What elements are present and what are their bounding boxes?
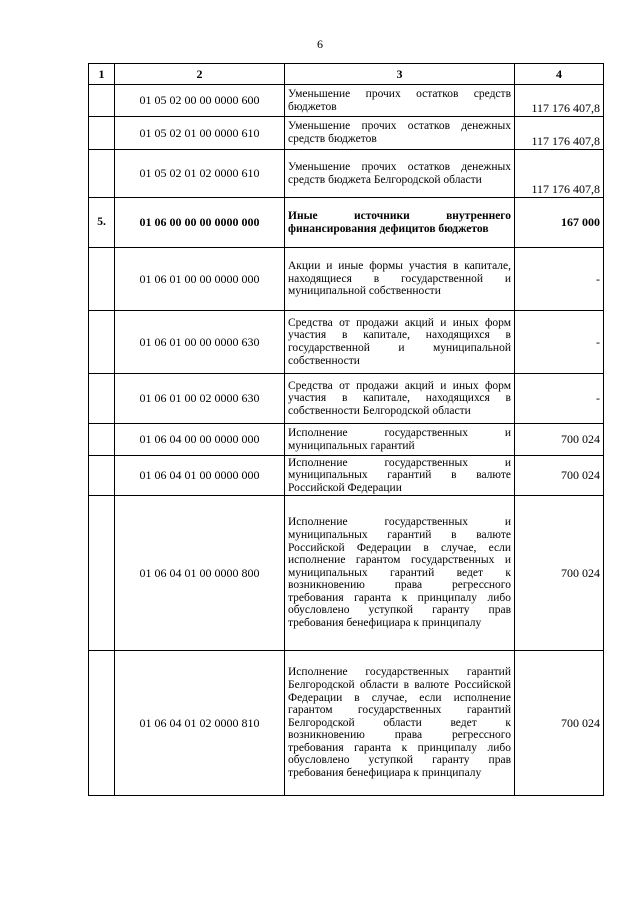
table-header-row (89, 64, 604, 85)
amount: 167 000 (515, 198, 604, 248)
row-number (89, 248, 115, 311)
table-row (89, 424, 604, 456)
amount: 117 176 407,8 (515, 117, 604, 150)
source-name: Иные источники внутреннего финансирования дефицитов бюджетов (285, 198, 515, 248)
budget-code: 01 06 01 00 00 0000 630 (115, 311, 285, 374)
budget-code: 01 06 01 00 00 0000 000 (115, 248, 285, 311)
row-number (89, 85, 115, 117)
table-body (89, 85, 604, 796)
amount: 700 024 (515, 651, 604, 796)
source-name: Исполнение государственных и муниципальных гарантий в валюте Российской Федерации (285, 456, 515, 496)
budget-code: 01 06 04 00 00 0000 000 (115, 424, 285, 456)
amount: - (515, 374, 604, 424)
source-name: Исполнение государственных и муниципальных гарантий в валюте Российской Федерации в случае, если исполнение гарантом государственных и муниципальных гарантий ведет к возникновению права регрессного требования гаранта к принципалу либо обусловлено уступкой гаранту прав требования бенефициара к принципалу (285, 496, 515, 651)
row-number (89, 424, 115, 456)
source-name: Акции и иные формы участия в капитале, находящиеся в государственной и муниципальной собственности (285, 248, 515, 311)
table-row (89, 150, 604, 198)
amount: 117 176 407,8 (515, 85, 604, 117)
amount: - (515, 311, 604, 374)
budget-code: 01 05 02 01 02 0000 610 (115, 150, 285, 198)
amount: - (515, 248, 604, 311)
source-name: Уменьшение прочих остатков денежных средств бюджетов (285, 117, 515, 150)
source-name: Средства от продажи акций и иных форм участия в капитале, находящихся в государственной и муниципальной собственности (285, 311, 515, 374)
budget-sources-table (88, 63, 604, 796)
source-name: Исполнение государственных и муниципальных гарантий (285, 424, 515, 456)
row-number (89, 117, 115, 150)
row-number (89, 456, 115, 496)
row-number: 5. (89, 198, 115, 248)
source-name: Средства от продажи акций и иных форм участия в капитале, находящихся в собственности Белгородской области (285, 374, 515, 424)
source-name: Уменьшение прочих остатков средств бюджетов (285, 85, 515, 117)
amount: 700 024 (515, 496, 604, 651)
table-row (89, 456, 604, 496)
table-row (89, 496, 604, 651)
table-row (89, 117, 604, 150)
budget-code: 01 06 01 00 02 0000 630 (115, 374, 285, 424)
table-row (89, 85, 604, 117)
budget-code: 01 06 00 00 00 0000 000 (115, 198, 285, 248)
row-number (89, 496, 115, 651)
table-row (89, 248, 604, 311)
budget-code: 01 05 02 01 00 0000 610 (115, 117, 285, 150)
row-number (89, 374, 115, 424)
budget-code: 01 06 04 01 02 0000 810 (115, 651, 285, 796)
amount: 700 024 (515, 456, 604, 496)
table-row (89, 651, 604, 796)
page-number: 6 (317, 37, 323, 51)
amount: 700 024 (515, 424, 604, 456)
row-number (89, 311, 115, 374)
column-header-3: 3 (285, 64, 515, 85)
budget-code: 01 05 02 00 00 0000 600 (115, 85, 285, 117)
table-row (89, 374, 604, 424)
source-name: Уменьшение прочих остатков денежных средств бюджета Белгородской области (285, 150, 515, 198)
budget-code: 01 06 04 01 00 0000 800 (115, 496, 285, 651)
table-row (89, 198, 604, 248)
source-name: Исполнение государственных гарантий Белгородской области в валюте Российской Федерации в случае, если исполнение гарантом государственных гарантий Белгородской области ведет к возникновению права регрессного требования гаранта к принципалу либо обусловлено уступкой гаранту прав требования бенефициара к принципалу (285, 651, 515, 796)
amount: 117 176 407,8 (515, 150, 604, 198)
column-header-1: 1 (89, 64, 115, 85)
row-number (89, 150, 115, 198)
column-header-4: 4 (515, 64, 604, 85)
column-header-2: 2 (115, 64, 285, 85)
table-row (89, 311, 604, 374)
budget-code: 01 06 04 01 00 0000 000 (115, 456, 285, 496)
row-number (89, 651, 115, 796)
